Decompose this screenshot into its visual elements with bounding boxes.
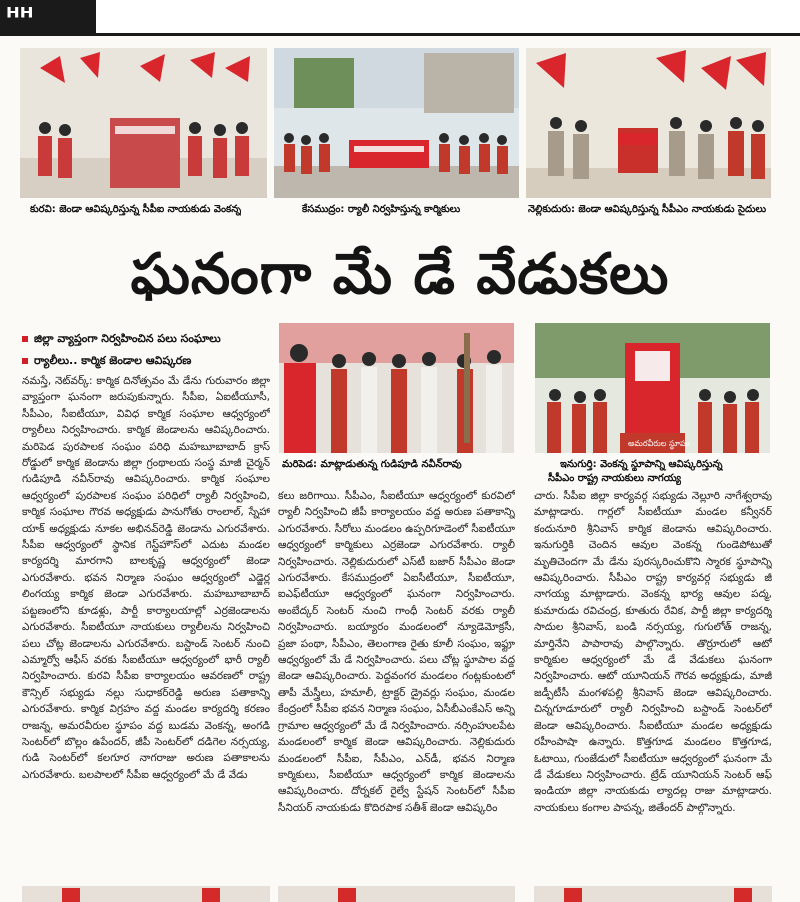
article-column-3 (534, 488, 772, 878)
bottom-photo-left (22, 886, 270, 902)
photo-kesamudram (274, 48, 519, 198)
subheading-item: ర్యాలీలు.. కార్మిక జెండాల ఆవిష్కరణ (22, 350, 272, 372)
headline: ఘనంగా మే డే వేడుకలు (130, 241, 670, 307)
flag-shape (62, 888, 80, 902)
caption-kuravi: కురవి: జెండా ఆవిష్కరిస్తున్న సీపీఐ నాయకుడు వెంకన్న (30, 204, 242, 215)
masthead-rule (96, 33, 800, 36)
bottom-photo-middle (278, 886, 515, 902)
memorial-text: అమరవీరుల స్థూపం (628, 439, 690, 448)
caption-nellikuduru: నెల్లికుదురు: జెండా ఆవిష్కరిస్తున్న సీపీఎం నాయకుడు సైదులు (528, 204, 767, 215)
article-paragraph: నమస్తే, నెట్‌వర్క్: కార్మిక దినోత్సవం మే డేను గురువారం జిల్లా వ్యాప్తంగా ఘనంగా జరుపుకున్నారు. సీపీఐ, ఏఐటీయూసీ, సీపీఎం, సీఐటీయూ, వివిధ కార్మిక సంఘాల ఆధ్వర్యంలో ర్యాలీలు నిర్వహించారు. కార్మిక జెండాలను ఆవిష్కరించారు. మరిపెడ పురపాలక సంఘం పరిధి మహబూబాబాద్ క్రాస్ రోడ్డులో కార్మిక జెండాను జిల్లా గ్రంథాలయ సంస్థ మాజీ చైర్మన్ గుడిపూడి నవీన్‌రావు ఆవిష్కరించారు. కార్మిక సంఘాల ఆధ్వర్యంలో పురపాలక సంఘం పరిధిలో ర్యాలీ నిర్వహించి, కార్మిక సంఘాల గౌరవ అధ్యక్షుడు పానుగోతు రాంలాల్, స్నేహా యాక్ అధ్యక్షుడు నూకల అభినవ్‌రెడ్డి జెండాను ఎగురవేశారు. సీపీఐ ఆధ్వర్యంలో స్థానిక గెస్ట్‌హౌస్‌లో ఎదుట మండల కార్యదర్శి మారగాని బాలకృష్ణ ఆధ్వర్యంలో జెండా ఎగురవేశారు. భవన నిర్మాణ సంఘం ఆధ్వర్యంలో ఎడ్జెర్ల లింగయ్య కార్మిక జెండా ఎగురవేశారు. మహబూబాబాద్ పట్టణంలోని కూడళ్లు, పార్టీ కార్యాలయాల్లో ఎర్రజెండాలను ఎగురవేశారు. సీఐటీయూ నాయకులు ర్యాలీలను నిర్వహించి పలు చోట్ల జెండాలను ఎగురవేశారు. బస్టాండ్ సెంటర్ నుంచి ఎమ్మార్వో ఆఫీస్ వరకు సీఐటీయూ ఆధ్వర్యంలో భారీ ర్యాలీ నిర్వహించారు. కురవి సీపీఐ కార్యాలయం ఆవరణలో రాష్ట్ర కౌన్సిల్ సభ్యుడు నల్లు సుధాకర్‌రెడ్డి అరుణ పతాకాన్ని ఎగురవేశారు. కార్మిక విగ్రహం వద్ద మండల కార్యదర్శి కరణం రాజన్న, అమరవీరుల స్థూపం వద్ద బుడమ వెంకన్న, అంగడి సెంటర్‌లో బొల్లం ఉపేందర్, జీపీ సెంటర్‌లో దడిగెల నర్సయ్య, గుడి సెంటర్‌లో కలగూర నాగరాజు అరుణ పతాకాలను ఎగురవేశారు. బలపాలలో సీపీఐ ఆధ్వర్యంలో మే డే వేడు (22, 375, 270, 781)
flag-shape (564, 888, 582, 902)
caption-inugurthi-2: సీపీఎం రాష్ట్ర నాయకులు నాగయ్య (548, 473, 682, 484)
flag-shape (734, 888, 752, 902)
caption-maripeda: మరిపెడ: మాట్లాడుతున్న గుడిపూడి నవీన్‌రావు (282, 459, 462, 470)
caption-inugurthi-1: ఇనుగుర్తి: వెంకన్న స్థూపాన్ని ఆవిష్కరిస్తున్న (560, 459, 723, 470)
flag-shape (202, 888, 220, 902)
flag-shape (338, 888, 356, 902)
photo-kuravi (20, 48, 267, 198)
bottom-photo-right (534, 886, 772, 902)
article-paragraph: చారు. సీపీఐ జిల్లా కార్యవర్గ సభ్యుడు నెల్లూరి నాగేశ్వరావు మాట్లాడారు. గార్లలో సీఐటీయూ మండల కన్వీనర్ కందునూరి శ్రీనివాస్ కార్మిక జెండాను ఆవిష్కరించారు. ఇనుగుర్తికి చెందిన ఆవుల వెంకన్న గుండెపోటుతో మృతిచెందగా మే డేను పురస్కరించుకొని స్మారక స్థూపాన్ని ఆవిష్కరించారు. సీపీఎం రాష్ట్ర కార్యవర్గ సభ్యుడు జీ నాగయ్య మాట్లాడారు. వెంకన్న భార్య ఆవుల పద్మ, కుమారుడు రవిచంద్ర, కూతురు రేవిక, పార్టీ జిల్లా కార్యదర్శి సాదుల శ్రీనివాస్, బండి నర్సయ్య, గుగులోత్ రాజన్న, మార్తినేని పాపారావు పాల్గొన్నారు. తొర్రూరులో ఆటో కార్మికుల ఆధ్వర్యంలో మే డే వేడుకలు ఘనంగా నిర్వహించారు. ఆటో యూనియన్ గౌరవ అధ్యక్షుడు, మాజీ జడ్పీటీసీ మంగళపల్లి శ్రీనివాస్ జెండా ఆవిష్కరించారు. చిన్నగూడూరులో ర్యాలీ నిర్వహించి బస్టాండ్ సెంటర్‌లో జెండా ఆవిష్కరించారు. సీఐటీయూ మండల అధ్యక్షుడు రహీంపాషా ఉన్నారు. కొత్తగూడ మండలం కొత్తగూడ, ఓటాయి, గుంజేడులో సీఐటీయూ ఆధ్వర్యంలో ఘనంగా మే డే వేడుకలు నిర్వహించారు. ట్రేడ్ యూనియన్ సెంటర్ ఆఫ్ ఇండియా జిల్లా నాయకుడు ల్యాదల్ల రాజు మాట్లాడారు. నాయకులు కంగాల పాపన్న, జితేందర్ పాల్గొన్నారు. (534, 490, 772, 814)
masthead-logo: ᴴᴴ (0, 0, 96, 36)
photo-inugurthi (535, 323, 770, 453)
article-paragraph: కలు జరిగాయి. సీపీఎం, సీఐటీయూ ఆధ్వర్యంలో కురవిలో ర్యాలీ నిర్వహించి జీపీ కార్యాలయం వద్ద అరుణ పతాకాన్ని ఎగురవేశారు. సీరోలు మండలం ఉప్పరిగూడెంలో సీఐటీయూ ఆధ్వర్యంలో కార్మికులు ఎర్రజెండా ఎగురవేశారు. ర్యాలీ నిర్వహించారు. నెల్లికుదురులో ఎస్‌టీ బజార్ సీపీఎం జెండా ఎగురవేశారు. కేసముద్రంలో ఏఐసీటీయూ, సీఐటీయూ, ఐఎఫ్‌టీయూ ఆధ్వర్యంలో ఘనంగా నిర్వహించారు. అంబేద్కర్ సెంటర్ నుంచి గాంధీ సెంటర్ వరకు ర్యాలీ నిర్వహించారు. బయ్యారం మండలంలో న్యూడెమోక్రసీ, ప్రజా పంథా, సీపీఎం, తెలంగాణ రైతు కూలీ సంఘం, ఇఫ్టూ ఆధ్వర్యంలో మే డే నిర్వహించారు. పలు చోట్ల స్థూపాల వద్ద జెండా ఆవిష్కరించారు. పెద్దవంగర మండలం గంట్లకుంటలో తాపీ మేస్త్రీలు, హమాలీ, ట్రాక్టర్ డ్రైవర్లు సంఘం, మండల కేంద్రంలో సీపీఐ భవన నిర్మాణ సంఘం, ఏసీబీఎంకేఎస్ అన్ని గ్రామాల ఆధ్వర్యంలో మే డే నిర్వహించారు. నర్సింహులపేట మండలంలో కార్మిక జెండా ఆవిష్కరించారు. నెల్లికుదురు మండలంలో సీపీఐ, సీపీఎం, ఎన్‌డీ, భవన నిర్మాణ కార్మికులు, సీఐటీయూ ఆధ్వర్యంలో కార్మిక జెండాలను ఆవిష్కరించారు. దోర్నకల్ రైల్వే స్టేషన్ సెంటర్‌లో సీపీఐ సీనియర్ నాయకుడు కొదిరపాక సతీశ్ జెండా ఆవిష్కరిం (278, 490, 515, 814)
subheading-item: జిల్లా వ్యాప్తంగా నిర్వహించిన పలు సంఘాలు (22, 328, 272, 350)
masthead (0, 0, 800, 36)
article-column-1 (22, 373, 270, 878)
photo-nellikuduru (526, 48, 771, 198)
caption-kesamudram: కేసముద్రం: ర్యాలీ నిర్వహిస్తున్న కార్మికులు (302, 204, 461, 215)
article-column-2 (278, 488, 515, 878)
photo-maripeda (279, 323, 514, 453)
subheadings (22, 328, 272, 372)
